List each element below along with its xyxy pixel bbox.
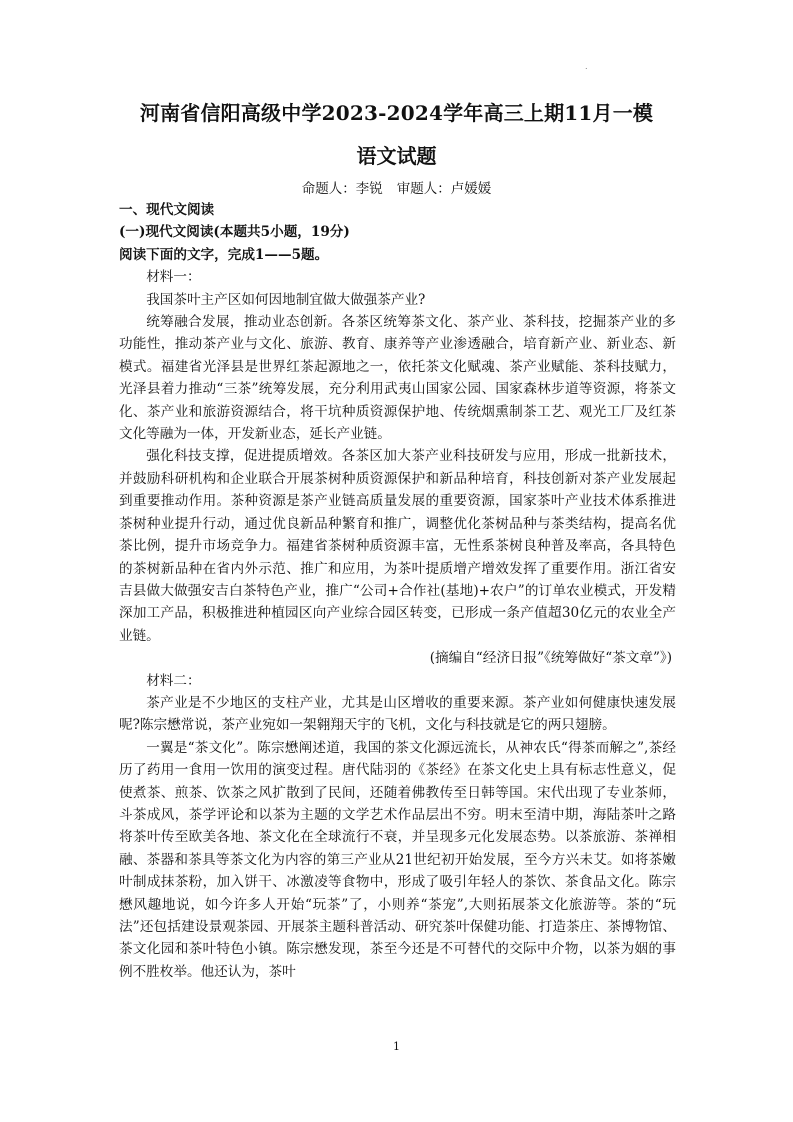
- section-subheading: (一)现代文阅读(本题共5小题，19分): [119, 224, 350, 241]
- material-one-paragraph: 我国茶叶主产区如何因地制宜做大做强茶产业?: [146, 291, 426, 308]
- material-one-paragraph: 统筹融合发展，推动业态创新。各茶区统筹茶文化、茶产业、茶科技，挖掘茶产业的多功能性，推动茶产业与文化、旅游、教育、康养等产业渗透融合，培育新产业、新业态、新模式。福建省光泽县是世界红茶起源地之一，依托茶文化赋魂、茶产业赋能、茶科技赋力，光泽县着力推动“三茶”统筹发展，充分利用武夷山国家公园、国家森林步道等资源，将茶文化、茶产业和旅游资源结合，将干坑种质资源保护地、传统烟熏制茶工艺、观光工厂及红茶文化等融为一体，开发新业态，延长产业链。: [119, 314, 676, 443]
- material-one-source: (摘编自“经济日报”《统筹做好“茶文章”》): [429, 650, 672, 667]
- reading-instruction: 阅读下面的文字，完成1——5题。: [119, 246, 329, 263]
- document-body: [119, 199, 676, 983]
- material-two-paragraph: 一翼是“茶文化”。陈宗懋阐述道，我国的茶文化源远流长，从神农氏“得茶而解之”,茶经历了药用一食用一饮用的演变过程。唐代陆羽的《茶经》在茶文化史上具有标志性意义，促使煮茶、煎茶、饮茶之风扩散到了民间，还随着佛教传至日韩等国。宋代出现了专业茶师，斗茶成风，茶学评论和以茶为主题的文学艺术作品层出不穷。明末至清中期，海陆茶叶之路将茶叶传至欧美各地、茶文化在全球流行不衰，并呈现多元化发展态势。以茶旅游、茶禅相融、茶器和茶具等茶文化为内容的第三产业从21世纪初开始发展，至今方兴未艾。如将茶嫩叶制成抹茶粉，加入饼干、冰激凌等食物中，形成了吸引年轻人的茶饮、茶食品文化。陈宗懋风趣地说，如今许多人开始“玩茶”了，小则养“茶宠”,大则拓展茶文化旅游等。茶的“玩法”还包括建设景观茶园、开展茶主题科普活动、研究茶叶保健功能、打造茶庄、茶博物馆、茶文化园和茶叶特色小镇。陈宗懋发现，茶至今还是不可替代的交际中介物，以茶为姻的事例不胜枚举。他还认为，茶叶: [119, 739, 676, 980]
- material-two-label: 材料二：: [146, 672, 201, 689]
- exam-subtitle: 语文试题: [356, 144, 437, 168]
- authors-line: [0, 179, 793, 199]
- corner-mark: .: [585, 62, 588, 71]
- exam-title: 河南省信阳高级中学2023-2024学年高三上期11月一模: [139, 101, 654, 125]
- page-number: 1: [393, 1040, 400, 1053]
- material-two-paragraph: 茶产业是不少地区的支柱产业，尤其是山区增收的重要来源。茶产业如何健康快速发展呢?陈宗懋常说，茶产业宛如一架翱翔天宇的飞机，文化与科技就是它的两只翅膀。: [119, 694, 676, 734]
- material-one-paragraph: 强化科技支撑，促进提质增效。各茶区加大茶产业科技研发与应用，形成一批新技术，并鼓励科研机构和企业联合开展茶树种质资源保护和新品种培育，科技创新对茶产业发展起到重要推动作用。茶种资源是茶产业链高质量发展的重要资源，国家茶叶产业技术体系推进茶树种业提升行动，通过优良新品种繁育和推广，调整优化茶树品种与茶类结构，提高名优茶比例，提升市场竞争力。福建省茶树种质资源丰富，无性系茶树良种普及率高，各具特色的茶树新品种在省内外示范、推广和应用，为茶叶提质增产增效发挥了重要作用。浙江省安吉县做大做强安吉白茶特色产业，推广“公司+合作社(基地)+农户”的订单农业模式，开发精深加工产品，积极推进种植园区向产业综合园区转变，已形成一条产值超30亿元的农业全产业链。: [119, 448, 676, 644]
- reviewer: 审题人：卢媛媛: [396, 181, 492, 197]
- setter: 命题人：李锐: [301, 181, 383, 197]
- material-one-label: 材料一：: [146, 269, 201, 286]
- section-heading: 一、现代文阅读: [119, 202, 215, 218]
